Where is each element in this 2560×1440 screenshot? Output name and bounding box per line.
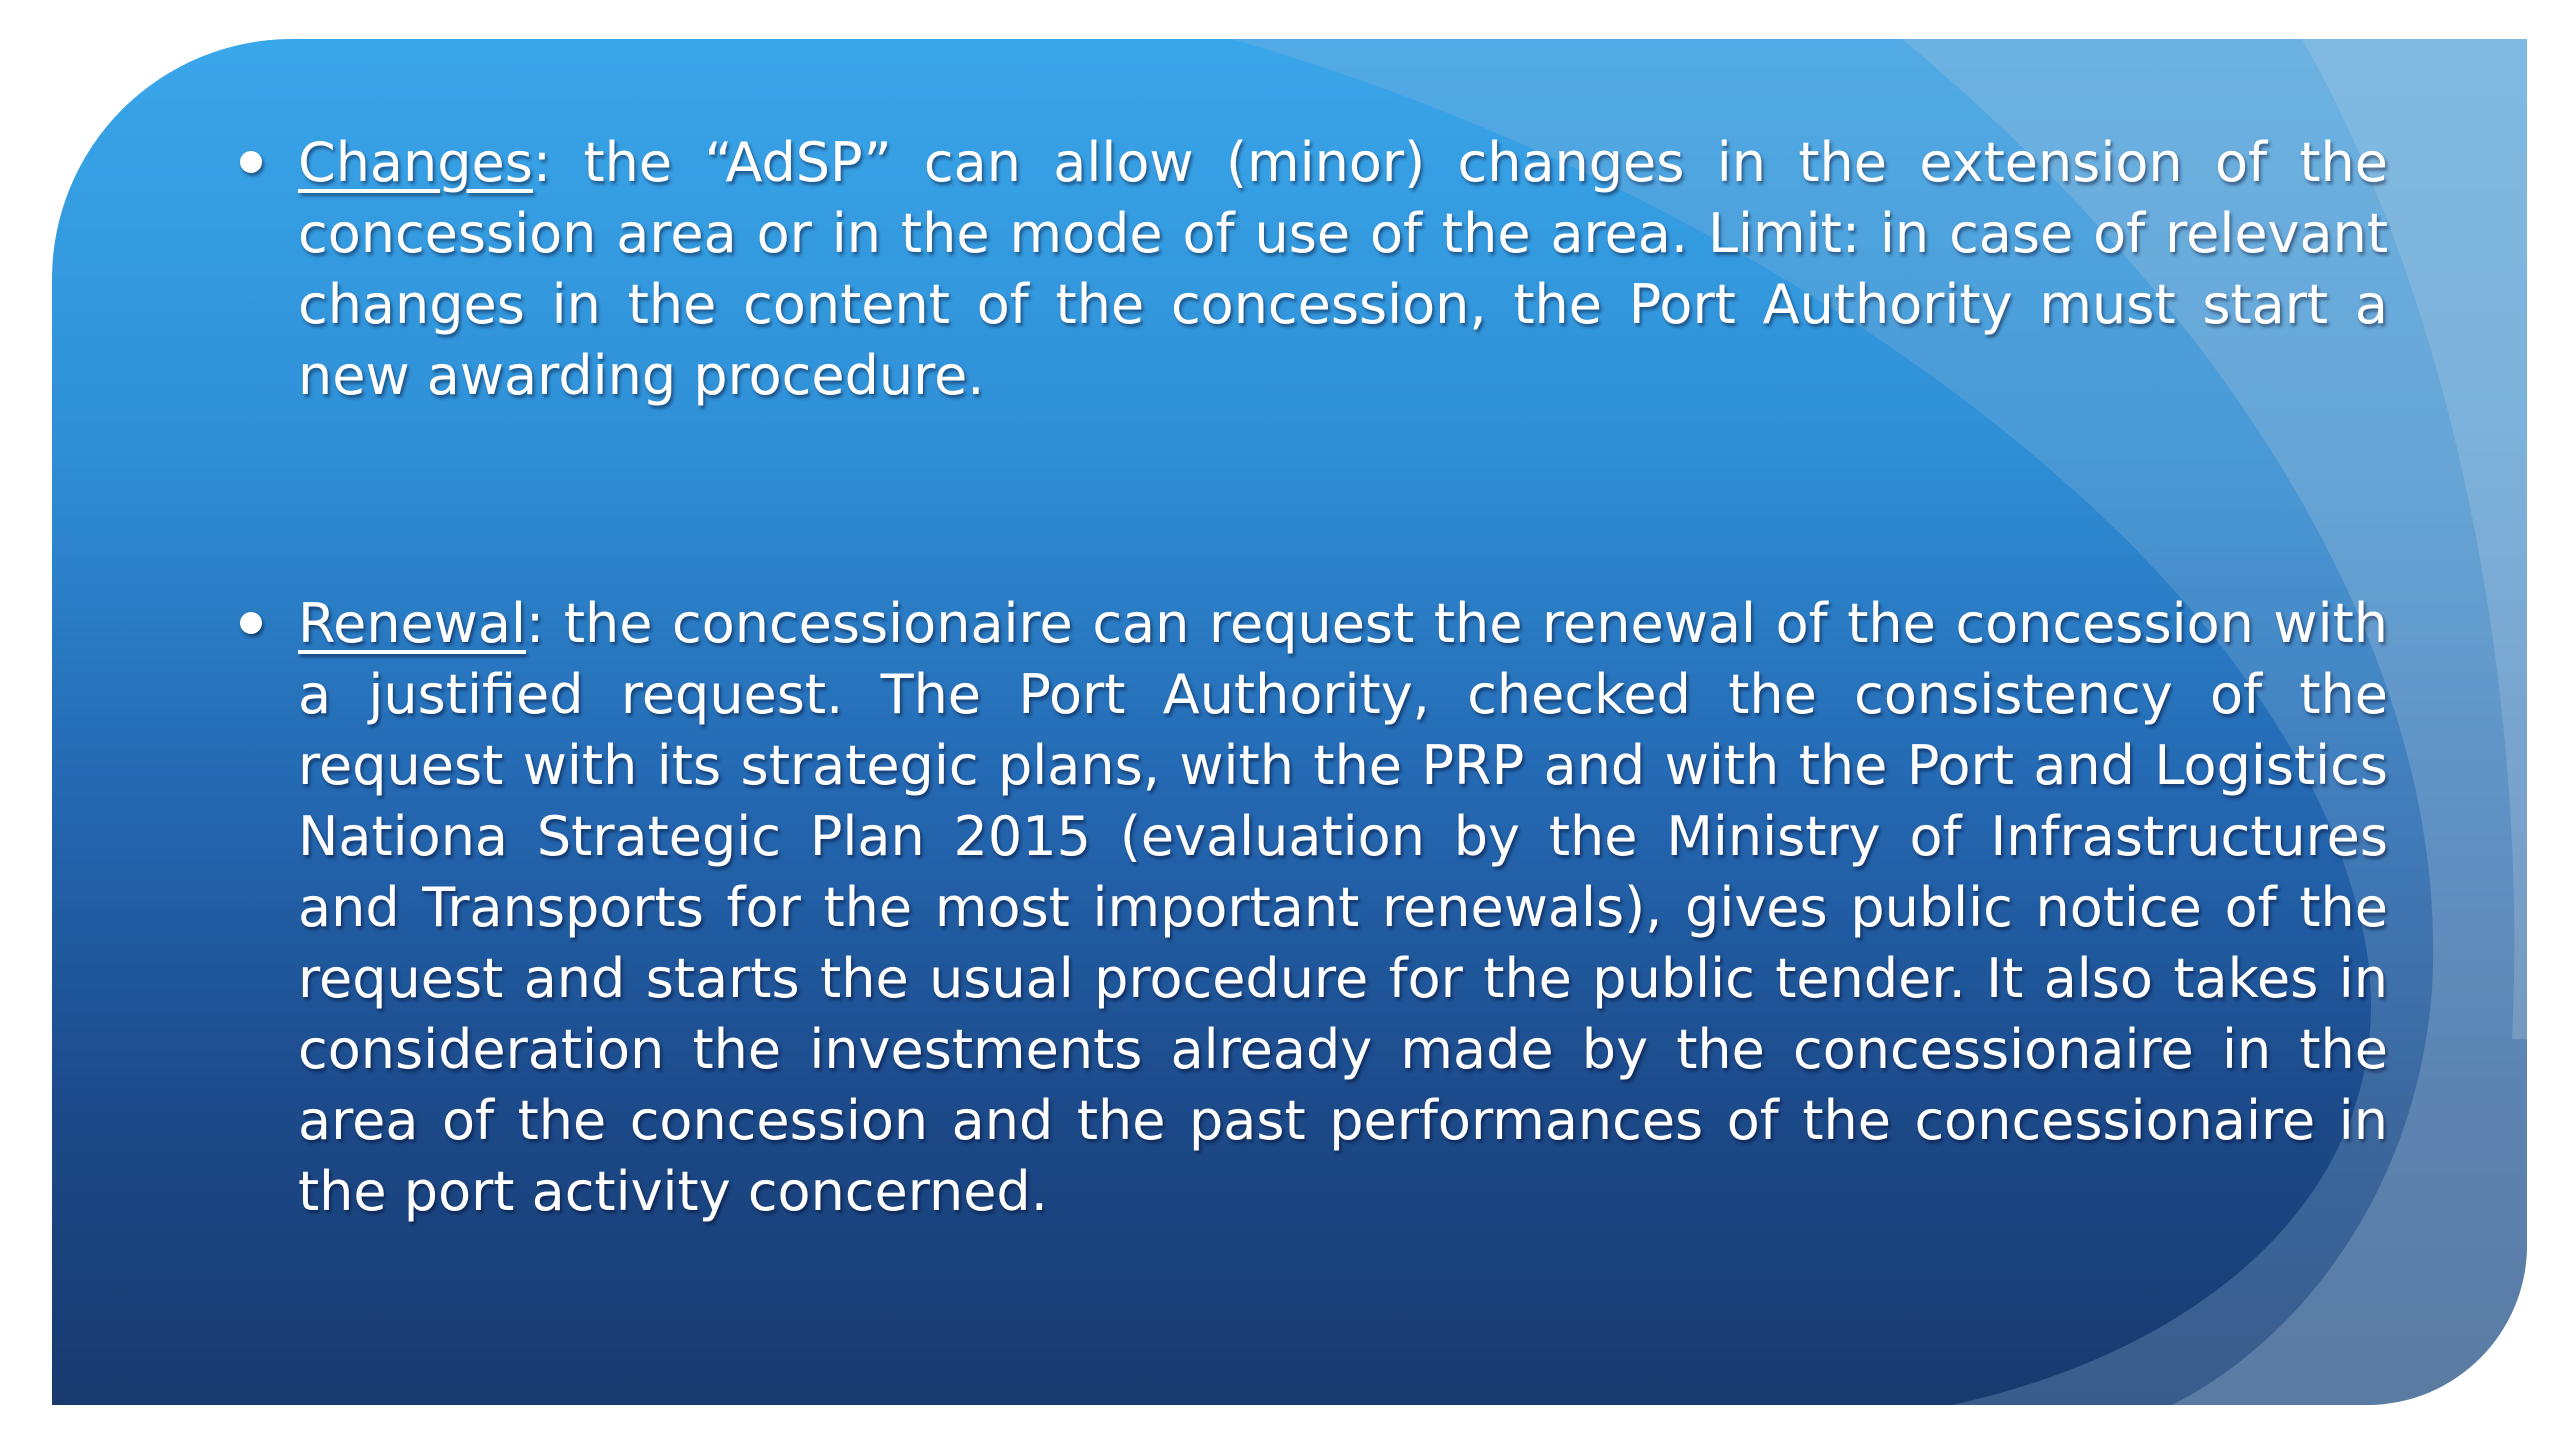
bullet-term: Renewal bbox=[298, 592, 527, 655]
bullet-renewal bbox=[298, 588, 2388, 1227]
bullet-term: Changes bbox=[298, 131, 533, 194]
bullet-dot-icon bbox=[240, 151, 262, 173]
bullet-dot-icon bbox=[240, 612, 262, 634]
bullet-changes bbox=[298, 127, 2388, 411]
bullet-text: the concessionaire can request the renewal of the concession with a justified request. The Port Authority, checked the consistency of the request with its strategic plans, with the PRP and with the Port and Logistics Nationa Strategic Plan 2015 (evaluation by the Ministry of Infrastructures and Transports for the most important renewals), gives public notice of the request and starts the usual procedure for the public tender. It also takes in consideration the investments already made by the concessionaire in the area of the concession and the past performances of the concessionaire in the port activity concerned. bbox=[298, 592, 2388, 1223]
slide-content bbox=[52, 39, 2527, 1405]
bullet-separator: : bbox=[526, 592, 545, 655]
bullet-separator: : bbox=[532, 131, 552, 194]
presentation-slide bbox=[52, 39, 2527, 1405]
bullet-text: the “AdSP” can allow (minor) changes in the extension of the concession area or in the mode of use of the area. Limit: in case of relevant changes in the content of the concession, the Port Authority must start a new awarding procedure. bbox=[298, 131, 2388, 407]
